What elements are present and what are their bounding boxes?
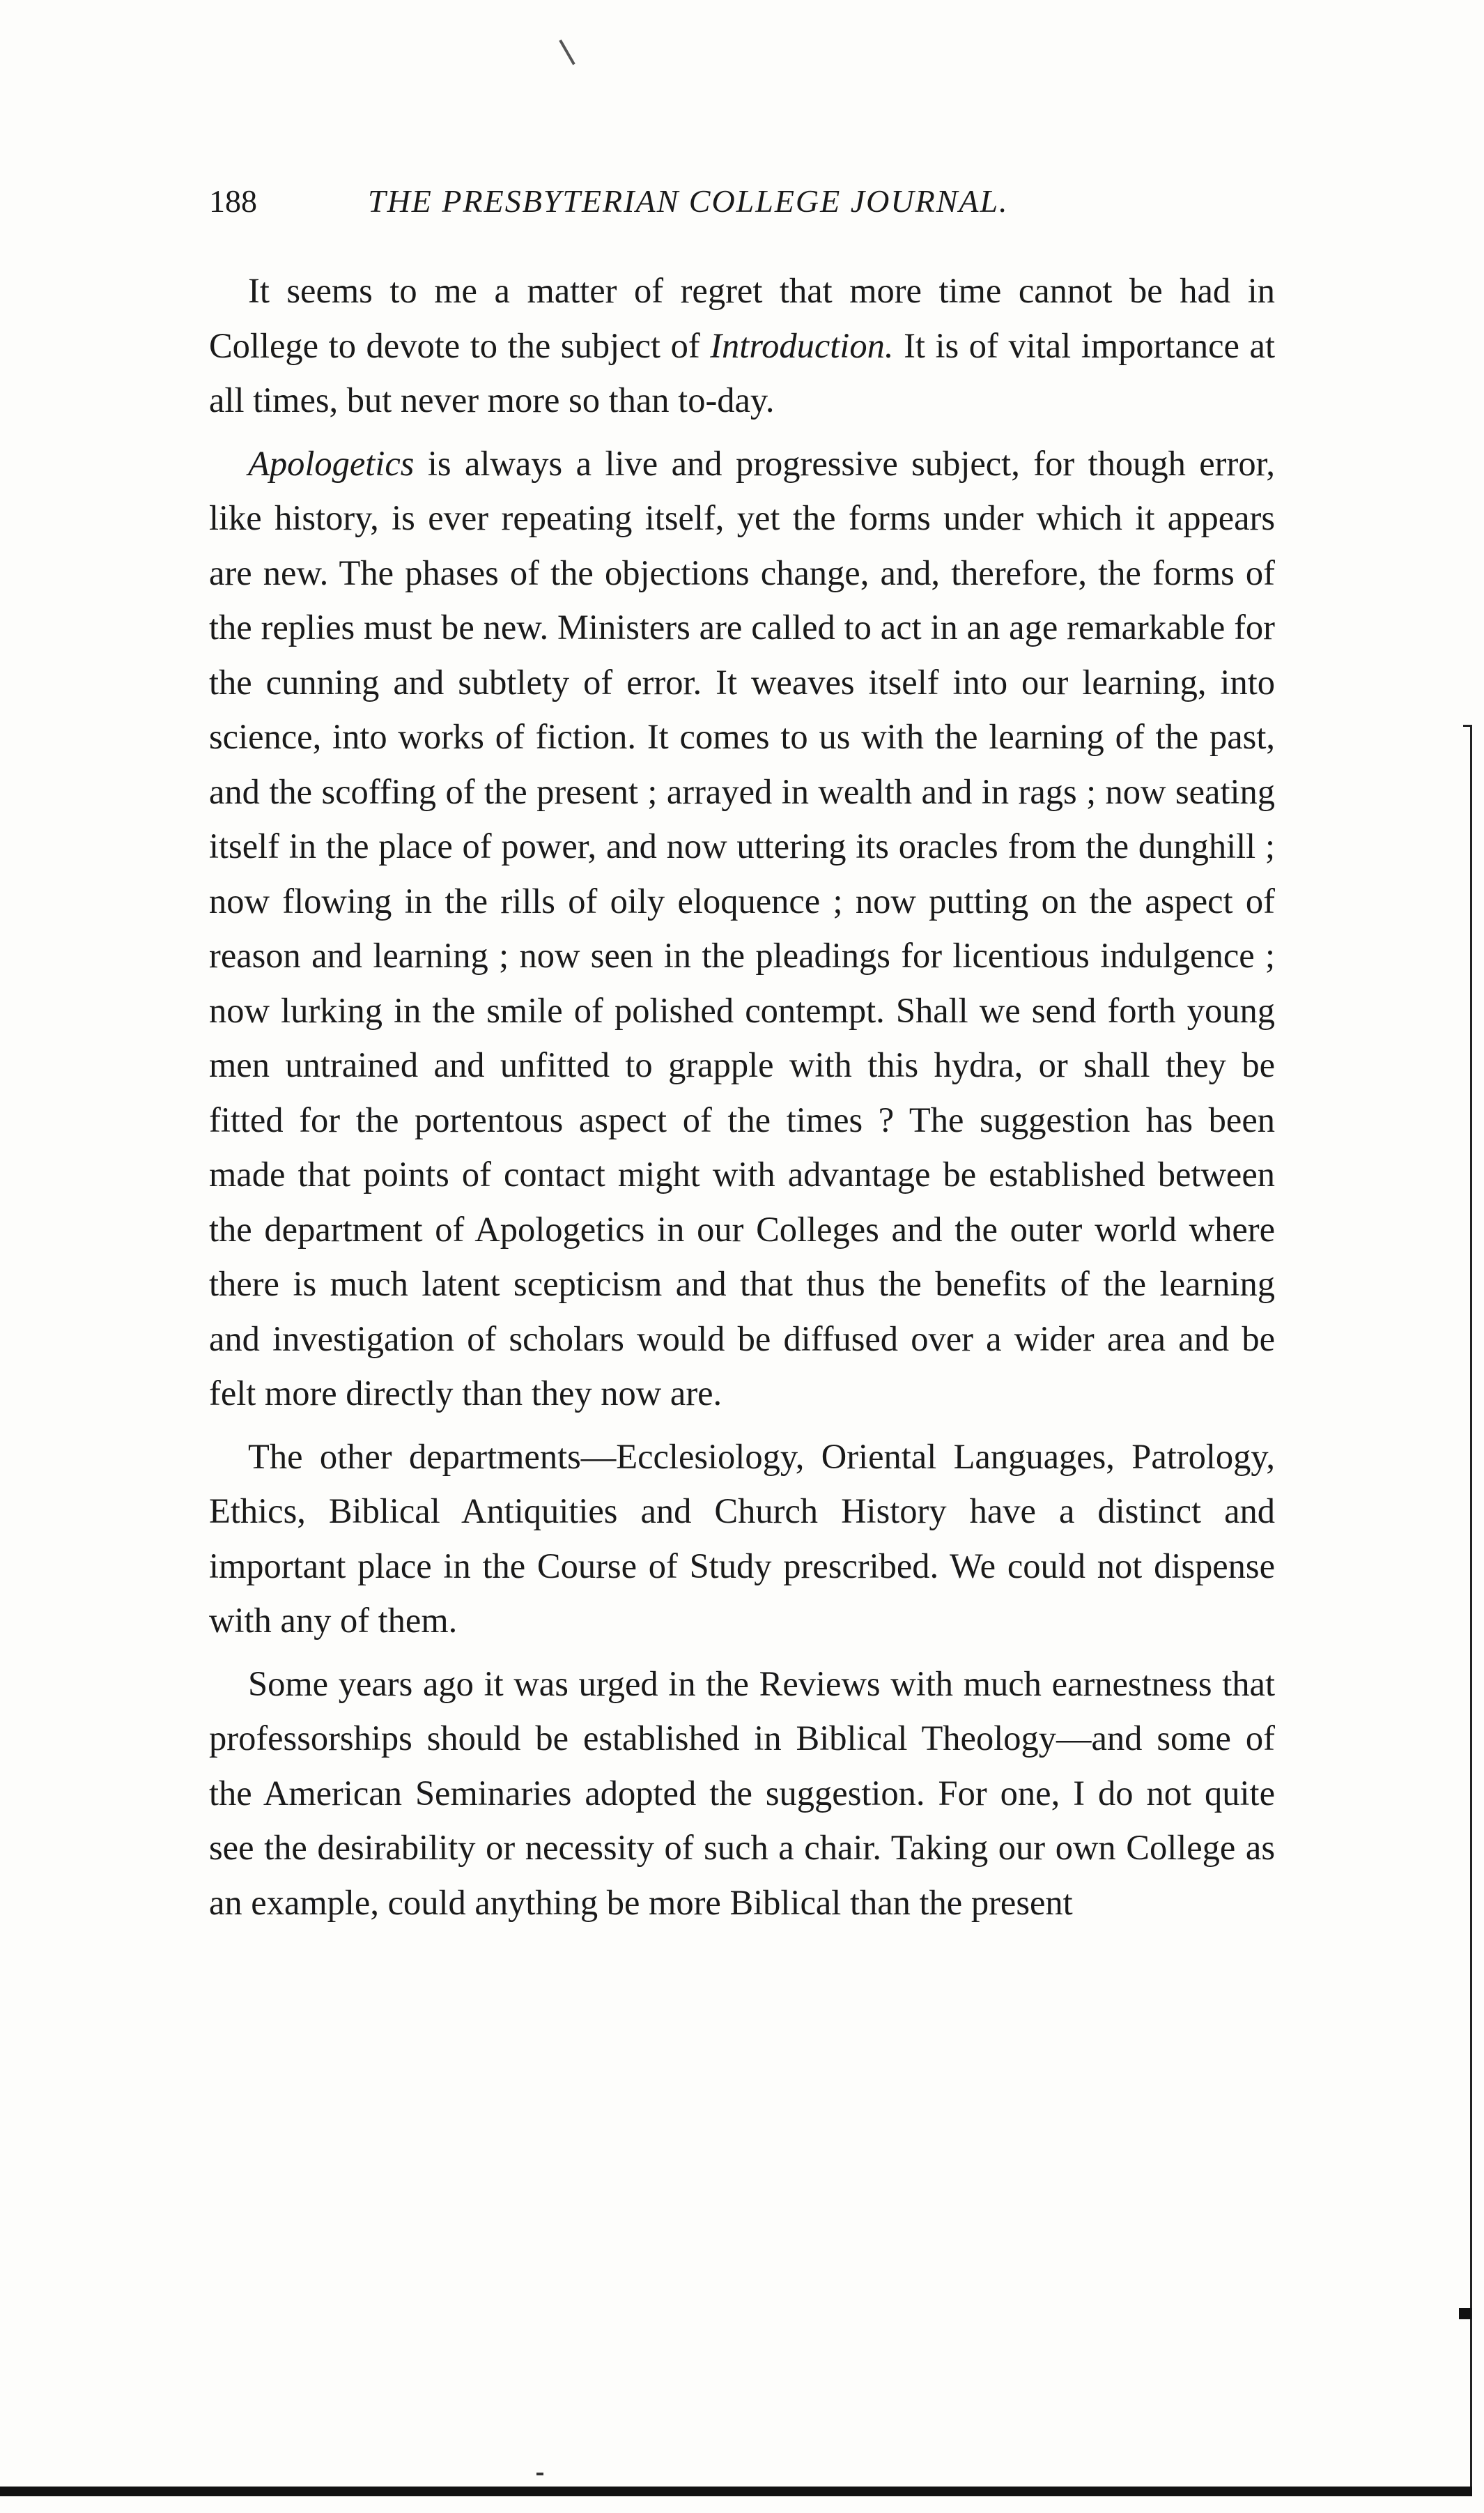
page-bottom-edge (0, 2487, 1472, 2496)
body-text (209, 263, 1275, 1938)
paragraph-other-departments (209, 1429, 1275, 1648)
paragraph-text: is always a live and progressive subject, for though error, like history, is ever repeating itself, yet the forms under which it appears are new. The phases of the objections change, and, therefore, the forms of the replies must be new. Ministers are called to act in an age remarkable for the cunning and subtlety of error. It weaves itself into our learning, into science, into works of fiction. It comes to us with the learning of the past, and the scoffing of the present ; arrayed in wealth and in rags ; now seating itself in the place of power, and now uttering its oracles from the dunghill ; now flowing in the rills of oily eloquence ; now putting on the aspect of reason and learning ; now seen in the pleadings for licentious indulgence ; now lurking in the smile of polished contempt. Shall we send forth young men untrained and unfitted to grapple with this hydra, or shall they be fitted for the portentous aspect of the times ? The suggestion has been made that points of contact might with advantage be established between the department of Apologetics in our Colleges and the outer world where there is much latent scepticism and that thus the benefits of the learning and investigation of scholars would be diffused over a wider area and be felt more directly than they now are. (209, 443, 1275, 1413)
scan-mark (536, 2473, 543, 2475)
paragraph-text: The other departments—Ecclesiology, Oriental Languages, Patrology, Ethics, Biblical Antiquities and Church History have a distinct and important place in the Course of Study prescribed. We could not dispense with any of them. (209, 1436, 1275, 1640)
paragraph-tail: It is of vital importance at all times, but never more so than to-day. (209, 325, 1276, 420)
paragraph-biblical-theology (209, 1657, 1275, 1930)
paragraph-lead-italic: Apologetics (248, 443, 415, 483)
running-title: THE PRESBYTERIAN COLLEGE JOURNAL. (368, 183, 1009, 219)
binding-mark (1459, 2308, 1471, 2319)
paragraph-text: Some years ago it was urged in the Reviews with much earnestness that professorships should be established in Biblical Theology—and some of the American Seminaries adopted the suggestion. For one, I do not quite see the desirability or necessity of such a chair. Taking our own College as an example, could anything be more Biblical than the present (209, 1663, 1275, 1922)
page-header (209, 183, 1282, 231)
paragraph-apologetics (209, 436, 1275, 1421)
page-number: 188 (209, 183, 257, 219)
paragraph-italic: Introduction. (710, 325, 894, 365)
paragraph-text: It seems to me a matter of regret that more time cannot be had in College to devote to the subject of (209, 271, 1275, 365)
page-edge-line (1470, 725, 1472, 2488)
scan-mark (559, 40, 575, 66)
paragraph-introduction (209, 263, 1275, 428)
